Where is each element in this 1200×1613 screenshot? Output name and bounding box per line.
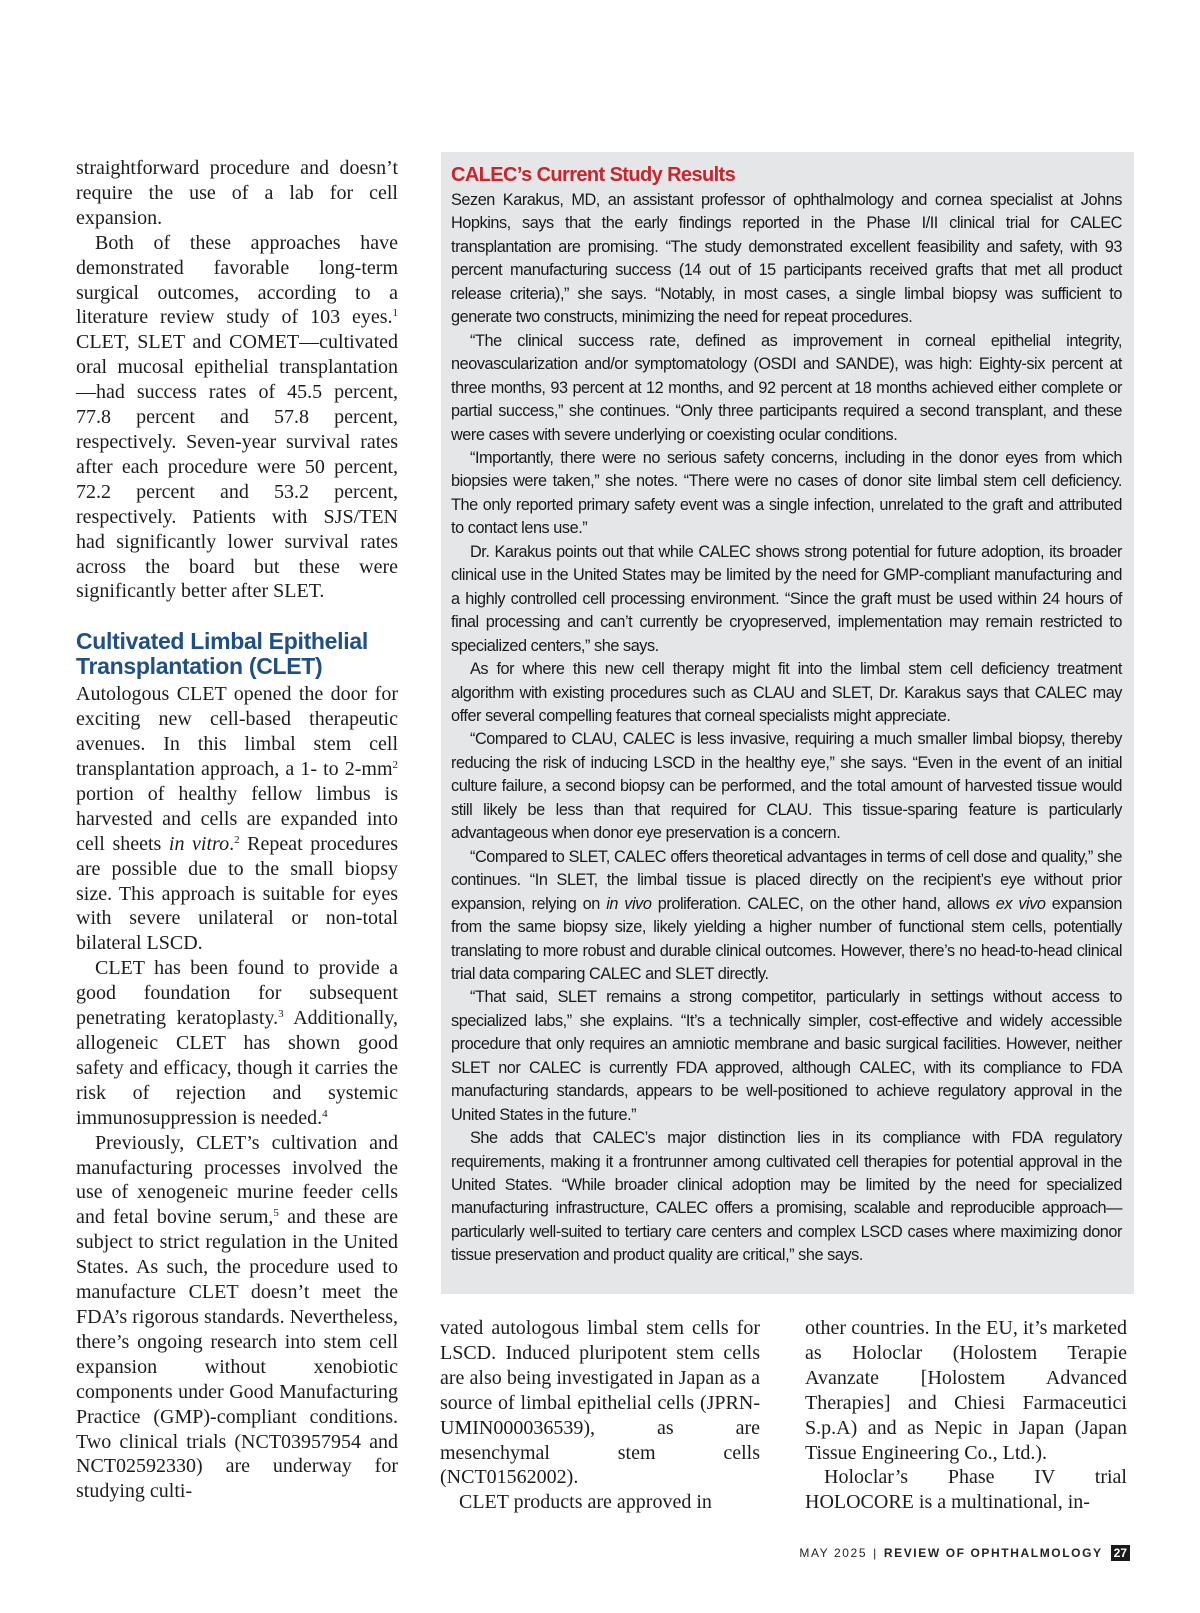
section-heading: Cultivated Limbal Epithelial Transplantation (CLET) bbox=[76, 628, 368, 680]
sidebar-paragraph: “The clinical success rate, defined as improvement in corneal epithelial integrity, neovascularization and/or symptomatology (OSDI and SANDE), was high: Eighty-six percent at three months, 93 percent at 12 months, and 92 percent at 18 months achieved either complete or partial success,” she continues. “Only three participants required a second transplant, and these were cases with severe underlying or coexisting ocular conditions. bbox=[451, 331, 1122, 444]
body-paragraph: vated autologous limbal stem cells for LSCD. Induced pluripotent stem cells are also being investigated in Japan as a source of limbal epithelial cells (JPRN-UMIN000036539), as are mesenchymal stem cells (NCT01562002). bbox=[440, 1317, 760, 1489]
sidebar-paragraph: “Compared to CLAU, CALEC is less invasive, requiring a much smaller limbal biopsy, thereby reducing the risk of inducing LSCD in the healthy eye,” she says. “Even in the event of an initial culture failure, a second biopsy can be performed, and the total amount of harvested tissue would still likely be less than that required for CLAU. This tissue-sparing feature is particularly advantageous when donor eye preservation is a concern. bbox=[451, 730, 1122, 843]
body-paragraph: straightforward procedure and doesn’t require the use of a lab for cell expansion. bbox=[76, 157, 398, 229]
sidebar-title: CALEC’s Current Study Results bbox=[451, 164, 736, 186]
body-paragraph: Previously, CLET’s cultivation and manufacturing processes involved the use of xenogeneic murine feeder cells and fetal bovine serum,$^5$ and these are subject to strict regulation in the United States. As such, the procedure used to manufacture CLET doesn’t meet the FDA’s rigorous standards. Nevertheless, there’s ongoing research into stem cell expansion without xenobiotic components under Good Manufacturing Practice (GMP)-compliant conditions. Two clinical trials (NCT03957954 and NCT02592330) are underway for studying culti- bbox=[76, 1131, 399, 1503]
right-column bbox=[805, 1316, 1127, 1515]
magazine-name: REVIEW OF OPHTHALMOLOGY bbox=[883, 1546, 1103, 1560]
reference-superscript: 1 bbox=[392, 307, 398, 320]
page-footer bbox=[799, 1545, 1130, 1561]
issue-date: MAY 2025 bbox=[799, 1546, 868, 1560]
body-paragraph: CLET products are approved in bbox=[459, 1491, 712, 1514]
reference-superscript: 3 bbox=[278, 1008, 284, 1021]
body-paragraph: Holoclar’s Phase IV trial HOLOCORE is a multinational, in- bbox=[805, 1466, 1127, 1514]
body-paragraph: Autologous CLET opened the door for exciting new cell-based therapeutic avenues. In this limbal stem cell transplantation approach, a 1- to $2-mm^2$ portion of healthy fellow limbus is harvested and cells are expanded into cell sheets in vitro.$^2$ Repeat procedures are possible due to the small biopsy size. This approach is suitable for eyes with severe unilateral or non-total bilateral LSCD. bbox=[76, 683, 398, 955]
unit-superscript: 2 bbox=[392, 759, 398, 772]
body-paragraph: CLET has been found to provide a good foundation for subsequent penetrating keratoplasty.$^3$ Additionally, allogeneic CLET has shown good safety and efficacy, though it carries the risk of rejection and systemic immunosuppression is needed.$^4$ bbox=[76, 957, 399, 1129]
footer-separator: | bbox=[873, 1546, 878, 1560]
reference-superscript: 5 bbox=[273, 1207, 279, 1220]
page-number: 27 bbox=[1111, 1545, 1130, 1561]
sidebar-paragraph: She adds that CALEC’s major distinction lies in its compliance with FDA regulatory requirements, making it a frontrunner among cultivated cell therapies for potential approval in the United States. “While broader clinical adoption may be limited by the need for specialized manufacturing infrastructure, CALEC offers a promising, scalable and reproducible approach—particularly well-suited to tertiary care centers and complex LSCD cases where maximizing donor tissue preservation and product quality are critical,” she says. bbox=[451, 1129, 1122, 1265]
reference-superscript: 4 bbox=[322, 1107, 328, 1120]
sidebar-paragraph: “Compared to SLET, CALEC offers theoretical advantages in terms of cell dose and quality,” she continues. “In SLET, the limbal tissue is placed directly on the recipient’s eye without prior expansion, relying on in vivo proliferation. CALEC, on the other hand, allows ex vivo expansion from the same biopsy size, likely yielding a higher number of functional stem cells, potentially translating to more robust and durable clinical outcomes. However, there’s no head-to-head clinical trial data comparing CALEC and SLET directly. bbox=[451, 847, 1122, 983]
sidebar-box bbox=[441, 152, 1134, 1294]
sidebar-paragraph: “That said, SLET remains a strong competitor, particularly in settings without access to specialized labs,” she explains. “It’s a technically simpler, cost-effective and widely accessible procedure that only requires an amniotic membrane and basic surgical facilities. However, neither SLET nor CALEC is currently FDA approved, although CALEC, with its compliance to FDA manufacturing standards, appears to be well-positioned to achieve regulatory approval in the United States in the future.” bbox=[451, 988, 1122, 1124]
sidebar-paragraph: Sezen Karakus, MD, an assistant professor of ophthalmology and cornea specialist at Johns Hopkins, says that the early findings reported in the Phase I/II clinical trial for CALEC transplantation are promising. “The study demonstrated excellent feasibility and safety, with 93 percent manufacturing success (14 out of 15 participants received grafts that met all product release criteria),” she says. “Notably, in most cases, a single limbal biopsy was sufficient to generate two constructs, minimizing the need for repeat procedures. bbox=[451, 191, 1122, 327]
sidebar-paragraph: “Importantly, there were no serious safety concerns, including in the donor eyes from which biopsies were taken,” she notes. “There were no cases of donor site limbal stem cell deficiency. The only reported primary safety event was a single infection, unrelated to the graft and attributed to contact lens use.” bbox=[451, 448, 1122, 538]
sidebar-paragraph: Dr. Karakus points out that while CALEC shows strong potential for future adoption, its broader clinical use in the United States may be limited by the need for GMP-compliant manufacturing and a highly controlled cell processing environment. “Since the graft must be used within 24 hours of final processing and can’t currently be cryopreserved, implementation may remain restricted to specialized centers,” she says. bbox=[451, 542, 1122, 655]
middle-column bbox=[440, 1316, 760, 1515]
sidebar-paragraph: As for where this new cell therapy might fit into the limbal stem cell deficiency treatment algorithm with existing procedures such as CLAU and SLET, Dr. Karakus says that CALEC may offer several compelling features that corneal specialists might appreciate. bbox=[451, 660, 1122, 725]
reference-superscript: 2 bbox=[234, 833, 240, 846]
left-column bbox=[76, 156, 398, 1504]
body-paragraph: other countries. In the EU, it’s marketed as Holoclar (Holostem Terapie Avanzate [Holostem Advanced Therapies] and Chiesi Farmaceutici S.p.A) and as Nepic in Japan (Japan Tissue Engineering Co., Ltd.). bbox=[805, 1317, 1127, 1464]
body-paragraph: Both of these approaches have demonstrated favorable long-term surgical outcomes, according to a literature review study of 103 eyes.$^1$ CLET, SLET and COMET—cultivated oral mucosal epithelial transplantation—had success rates of 45.5 percent, 77.8 percent and 57.8 percent, respectively. Seven-year survival rates after each procedure were 50 percent, 72.2 percent and 53.2 percent, respectively. Patients with SJS/TEN had significantly lower survival rates across the board but these were significantly better after SLET. bbox=[76, 231, 398, 603]
